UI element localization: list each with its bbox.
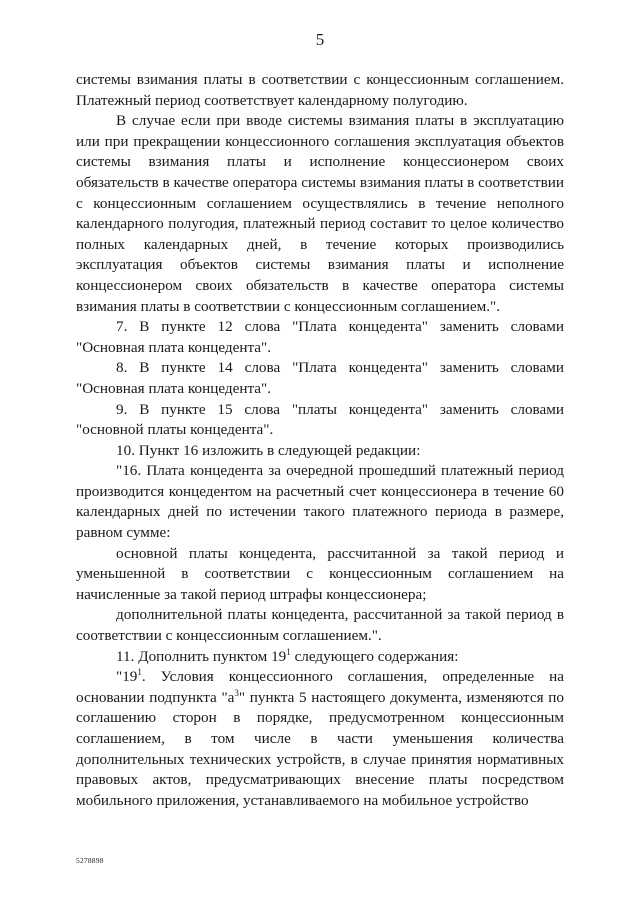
document-body (76, 70, 564, 811)
paragraph: 8. В пункте 14 слова "Плата концедента" заменить словами "Основная плата концедента". (76, 359, 564, 397)
paragraph-text: . Условия концессионного соглашения, определенные на основании подпункта "а (76, 668, 564, 706)
paragraph-text: следующего содержания: (290, 647, 459, 665)
paragraph: системы взимания платы в соответствии с концессионным соглашением. Платежный период соответствует календарному полугодию. (76, 71, 564, 109)
paragraph: В случае если при вводе системы взимания платы в эксплуатацию или при прекращении концессионного соглашения эксплуатация объектов системы взимания платы и исполнение концессионером своих обязательств в качестве оператора системы взимания платы в соответствии с концессионным соглашением осуществлялись в течение неполного календарного полугодия, платежный период составит то целое количество полных календарных дней, в течение которых производились эксплуатация объектов системы взимания платы и исполнение концессионером своих обязательств в качестве оператора системы взимания платы в соответствии с концессионным соглашением.". (76, 112, 564, 315)
paragraph: "16. Плата концедента за очередной прошедший платежный период производится концедентом на расчетный счет концессионера в течение 60 календарных дней по истечении такого платежного периода в размере, равном сумме: (76, 462, 564, 542)
superscript: 1 (137, 667, 142, 678)
paragraph-text: "19 (116, 668, 138, 686)
paragraph-text: " пункта 5 настоящего документа, изменяются по соглашению сторон в порядке, предусмотренном концессионным соглашением, в том числе в части уменьшения количества дополнительных технических устройств, в случае принятия нормативных правовых актов, предусматривающих внесение платы посредством мобильного приложения, устанавливаемого на мобильное устройство (76, 688, 564, 809)
document-id: 5278898 (76, 856, 104, 865)
superscript: 1 (286, 646, 291, 657)
paragraph: 10. Пункт 16 изложить в следующей редакции: (116, 441, 421, 459)
paragraph: дополнительной платы концедента, рассчитанной за такой период в соответствии с концессионным соглашением.". (76, 606, 564, 645)
paragraph-text: 11. Дополнить пунктом 19 (116, 647, 287, 665)
page-number: 5 (315, 30, 325, 49)
paragraph-11 (76, 647, 564, 668)
superscript: 3 (234, 687, 239, 698)
paragraph: основной платы концедента, рассчитанной за такой период и уменьшенной в соответствии с концессионным соглашением на начисленные за такой период штрафы концессионера; (76, 544, 564, 603)
paragraph: 9. В пункте 15 слова "платы концедента" заменить словами "основной платы концедента". (76, 400, 564, 439)
paragraph-19-1 (76, 667, 564, 811)
paragraph: 7. В пункте 12 слова "Плата концедента" заменить словами "Основная плата концедента". (76, 318, 564, 356)
